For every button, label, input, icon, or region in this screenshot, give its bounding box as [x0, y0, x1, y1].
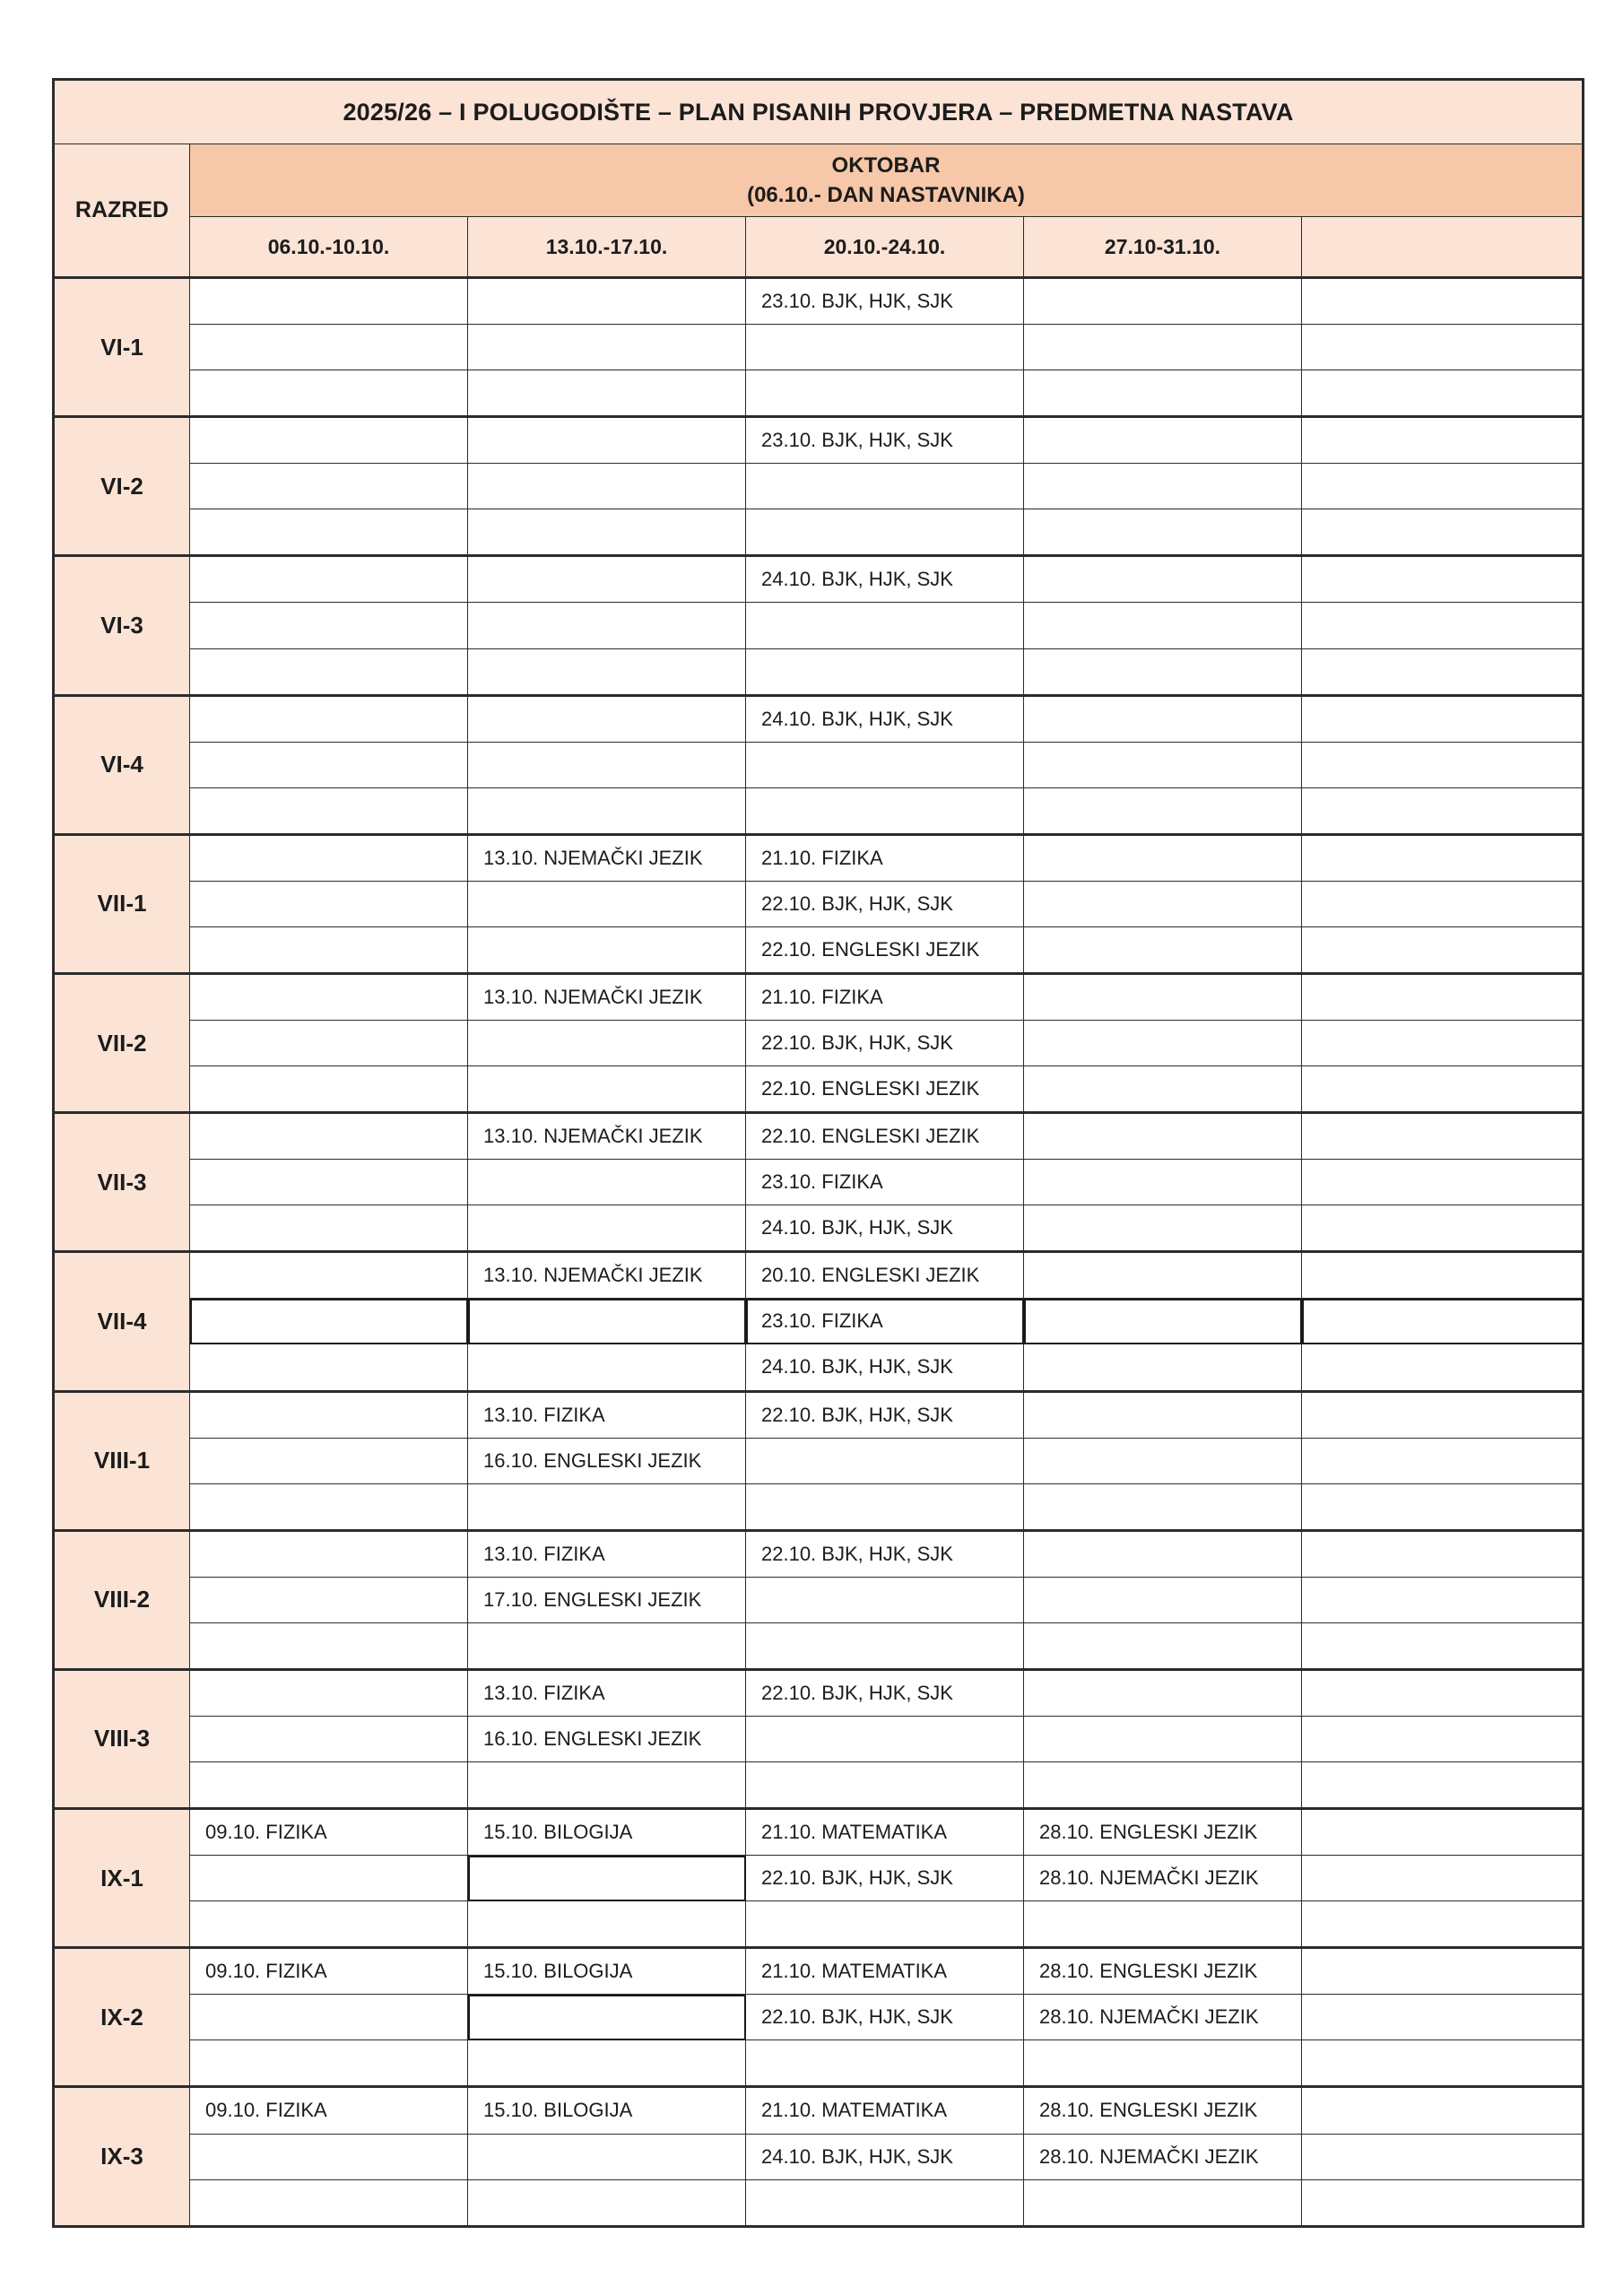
schedule-cell — [190, 1438, 468, 1483]
schedule-cell — [1024, 417, 1302, 464]
schedule-cell — [1024, 370, 1302, 417]
schedule-cell — [1302, 464, 1584, 509]
class-label: VII-4 — [54, 1252, 190, 1391]
schedule-cell — [190, 742, 468, 787]
schedule-cell — [190, 926, 468, 973]
schedule-cell: 22.10. ENGLESKI JEZIK — [746, 1113, 1024, 1160]
schedule-cell — [1302, 1995, 1584, 2040]
schedule-cell — [1302, 1299, 1584, 1344]
schedule-cell — [1024, 742, 1302, 787]
schedule-cell: 28.10. NJEMAČKI JEZIK — [1024, 1995, 1302, 2040]
schedule-cell: 24.10. BJK, HJK, SJK — [746, 2134, 1024, 2179]
schedule-cell: 09.10. FIZIKA — [190, 1948, 468, 1995]
schedule-cell — [1302, 1716, 1584, 1761]
schedule-cell — [746, 370, 1024, 417]
month-name: OKTOBAR — [831, 153, 941, 178]
table-row — [54, 1344, 1584, 1391]
schedule-cell: 22.10. BJK, HJK, SJK — [746, 1856, 1024, 1901]
table-row — [54, 834, 1584, 881]
table-row — [54, 1530, 1584, 1577]
schedule-cell — [190, 1252, 468, 1299]
schedule-cell — [190, 1530, 468, 1577]
schedule-cell — [190, 603, 468, 648]
schedule-cell — [1024, 2179, 1302, 2226]
schedule-cell — [468, 1622, 746, 1669]
table-row — [54, 2040, 1584, 2087]
schedule-cell — [190, 2040, 468, 2087]
table-row — [54, 1809, 1584, 1856]
table-row — [54, 1299, 1584, 1344]
razred-column-header: RAZRED — [54, 144, 190, 278]
schedule-cell: 13.10. FIZIKA — [468, 1530, 746, 1577]
schedule-cell — [1302, 1344, 1584, 1391]
schedule-cell — [468, 695, 746, 742]
schedule-cell — [1302, 1669, 1584, 1716]
schedule-cell — [1024, 556, 1302, 603]
schedule-cell — [1302, 834, 1584, 881]
schedule-cell: 22.10. BJK, HJK, SJK — [746, 881, 1024, 926]
schedule-cell — [190, 881, 468, 926]
class-label: VIII-3 — [54, 1669, 190, 1808]
table-row — [54, 509, 1584, 556]
schedule-cell: 22.10. ENGLESKI JEZIK — [746, 1066, 1024, 1113]
schedule-cell — [190, 278, 468, 325]
class-label: IX-2 — [54, 1948, 190, 2087]
schedule-cell — [1302, 1483, 1584, 1530]
schedule-cell: 21.10. MATEMATIKA — [746, 1948, 1024, 1995]
table-row — [54, 1252, 1584, 1299]
schedule-cell — [190, 1021, 468, 1066]
schedule-cell — [190, 648, 468, 695]
schedule-cell: 13.10. FIZIKA — [468, 1669, 746, 1716]
schedule-cell — [190, 2179, 468, 2226]
schedule-cell — [1024, 1622, 1302, 1669]
schedule-cell — [1024, 834, 1302, 881]
schedule-cell — [190, 1622, 468, 1669]
schedule-cell: 28.10. ENGLESKI JEZIK — [1024, 2087, 1302, 2134]
class-label: VII-3 — [54, 1113, 190, 1252]
class-label: VI-4 — [54, 695, 190, 834]
schedule-cell — [1302, 2040, 1584, 2087]
schedule-cell — [190, 370, 468, 417]
schedule-cell — [1024, 1066, 1302, 1113]
schedule-cell: 17.10. ENGLESKI JEZIK — [468, 1577, 746, 1622]
table-row — [54, 603, 1584, 648]
schedule-cell: 16.10. ENGLESKI JEZIK — [468, 1716, 746, 1761]
table-row — [54, 370, 1584, 417]
table-row — [54, 1483, 1584, 1530]
table-row — [54, 1391, 1584, 1438]
schedule-cell: 15.10. BILOGIJA — [468, 1948, 746, 1995]
schedule-cell — [1302, 1809, 1584, 1856]
schedule-cell — [190, 1066, 468, 1113]
week-header-5 — [1302, 217, 1584, 278]
schedule-cell — [1024, 1716, 1302, 1761]
schedule-cell — [468, 1066, 746, 1113]
table-row — [54, 787, 1584, 834]
schedule-cell — [1024, 278, 1302, 325]
schedule-cell — [1302, 1762, 1584, 1809]
schedule-cell — [468, 509, 746, 556]
schedule-cell — [190, 695, 468, 742]
schedule-cell: 21.10. MATEMATIKA — [746, 2087, 1024, 2134]
schedule-cell — [746, 603, 1024, 648]
schedule-cell — [746, 1577, 1024, 1622]
schedule-cell — [468, 1299, 746, 1344]
schedule-cell — [190, 1856, 468, 1901]
schedule-cell — [1024, 1762, 1302, 1809]
schedule-cell — [468, 2134, 746, 2179]
schedule-cell — [1024, 1577, 1302, 1622]
schedule-cell — [1302, 1205, 1584, 1252]
schedule-cell — [1024, 1438, 1302, 1483]
schedule-cell — [1302, 556, 1584, 603]
table-row — [54, 926, 1584, 973]
table-row — [54, 1716, 1584, 1761]
schedule-cell: 21.10. MATEMATIKA — [746, 1809, 1024, 1856]
schedule-cell — [190, 1577, 468, 1622]
schedule-cell — [190, 787, 468, 834]
schedule-cell: 21.10. FIZIKA — [746, 834, 1024, 881]
schedule-cell — [1302, 787, 1584, 834]
schedule-cell — [468, 2179, 746, 2226]
class-label: VI-1 — [54, 278, 190, 417]
schedule-cell — [1302, 325, 1584, 370]
schedule-cell: 22.10. BJK, HJK, SJK — [746, 1530, 1024, 1577]
schedule-cell — [468, 1344, 746, 1391]
schedule-cell: 24.10. BJK, HJK, SJK — [746, 556, 1024, 603]
table-row — [54, 1438, 1584, 1483]
schedule-cell — [1024, 881, 1302, 926]
exam-plan-table — [52, 78, 1584, 2228]
schedule-cell — [1302, 2134, 1584, 2179]
schedule-cell — [1302, 417, 1584, 464]
schedule-cell — [468, 881, 746, 926]
schedule-cell — [746, 1716, 1024, 1761]
schedule-cell — [1024, 1391, 1302, 1438]
schedule-cell — [468, 648, 746, 695]
table-row — [54, 648, 1584, 695]
schedule-cell — [190, 325, 468, 370]
schedule-cell: 16.10. ENGLESKI JEZIK — [468, 1438, 746, 1483]
schedule-cell — [1024, 926, 1302, 973]
schedule-cell — [1024, 1483, 1302, 1530]
schedule-cell — [1302, 1622, 1584, 1669]
schedule-cell: 28.10. NJEMAČKI JEZIK — [1024, 1856, 1302, 1901]
schedule-cell — [1024, 325, 1302, 370]
schedule-cell — [1024, 603, 1302, 648]
schedule-cell — [468, 278, 746, 325]
schedule-cell — [1302, 278, 1584, 325]
schedule-cell — [1302, 1901, 1584, 1948]
schedule-cell — [1302, 1856, 1584, 1901]
schedule-cell — [190, 417, 468, 464]
schedule-cell: 15.10. BILOGIJA — [468, 2087, 746, 2134]
schedule-cell: 13.10. NJEMAČKI JEZIK — [468, 1252, 746, 1299]
schedule-cell — [190, 2134, 468, 2179]
schedule-cell: 23.10. FIZIKA — [746, 1160, 1024, 1205]
class-label: VII-1 — [54, 834, 190, 973]
schedule-cell — [468, 556, 746, 603]
table-row — [54, 2179, 1584, 2226]
schedule-cell — [1302, 2087, 1584, 2134]
schedule-cell: 24.10. BJK, HJK, SJK — [746, 695, 1024, 742]
schedule-cell — [1302, 2179, 1584, 2226]
schedule-cell — [1024, 1113, 1302, 1160]
schedule-cell — [1024, 1669, 1302, 1716]
table-row — [54, 1948, 1584, 1995]
schedule-cell — [468, 1856, 746, 1901]
schedule-cell — [1024, 973, 1302, 1020]
schedule-cell — [1302, 1252, 1584, 1299]
schedule-cell: 28.10. ENGLESKI JEZIK — [1024, 1948, 1302, 1995]
schedule-cell — [1024, 1530, 1302, 1577]
schedule-cell — [1302, 695, 1584, 742]
schedule-cell — [1302, 1438, 1584, 1483]
month-header — [190, 144, 1584, 217]
schedule-cell — [468, 1901, 746, 1948]
schedule-cell — [1302, 881, 1584, 926]
schedule-cell — [1302, 1021, 1584, 1066]
table-row — [54, 1669, 1584, 1716]
schedule-cell: 20.10. ENGLESKI JEZIK — [746, 1252, 1024, 1299]
schedule-cell: 22.10. BJK, HJK, SJK — [746, 1995, 1024, 2040]
schedule-cell — [468, 1483, 746, 1530]
schedule-cell — [746, 742, 1024, 787]
schedule-cell — [190, 1901, 468, 1948]
class-label: IX-1 — [54, 1809, 190, 1948]
schedule-cell: 21.10. FIZIKA — [746, 973, 1024, 1020]
schedule-cell — [1302, 1530, 1584, 1577]
schedule-cell — [468, 325, 746, 370]
schedule-cell — [190, 834, 468, 881]
schedule-cell — [190, 509, 468, 556]
week-header-3: 20.10.-24.10. — [746, 217, 1024, 278]
schedule-cell — [468, 1021, 746, 1066]
schedule-cell — [468, 1995, 746, 2040]
schedule-cell: 24.10. BJK, HJK, SJK — [746, 1344, 1024, 1391]
table-row — [54, 1205, 1584, 1252]
schedule-cell — [468, 1762, 746, 1809]
schedule-cell: 09.10. FIZIKA — [190, 1809, 468, 1856]
schedule-cell — [468, 926, 746, 973]
schedule-cell: 22.10. BJK, HJK, SJK — [746, 1391, 1024, 1438]
schedule-cell — [190, 1483, 468, 1530]
table-row — [54, 325, 1584, 370]
table-row — [54, 1901, 1584, 1948]
schedule-cell — [1302, 1948, 1584, 1995]
schedule-cell — [468, 742, 746, 787]
schedule-cell: 23.10. BJK, HJK, SJK — [746, 417, 1024, 464]
schedule-cell — [1024, 1160, 1302, 1205]
schedule-cell — [1302, 926, 1584, 973]
schedule-cell — [746, 1762, 1024, 1809]
schedule-cell — [746, 787, 1024, 834]
schedule-cell — [468, 787, 746, 834]
class-label: IX-3 — [54, 2087, 190, 2227]
schedule-cell — [190, 1344, 468, 1391]
schedule-cell: 23.10. BJK, HJK, SJK — [746, 278, 1024, 325]
schedule-cell — [1302, 1066, 1584, 1113]
schedule-cell: 13.10. NJEMAČKI JEZIK — [468, 1113, 746, 1160]
schedule-cell — [1302, 603, 1584, 648]
schedule-cell — [190, 1669, 468, 1716]
table-row — [54, 556, 1584, 603]
schedule-cell — [190, 1160, 468, 1205]
schedule-cell — [1024, 695, 1302, 742]
table-row — [54, 2087, 1584, 2134]
table-row — [54, 417, 1584, 464]
schedule-cell — [746, 509, 1024, 556]
schedule-cell — [468, 2040, 746, 2087]
schedule-cell — [190, 1716, 468, 1761]
table-row — [54, 1113, 1584, 1160]
schedule-cell: 15.10. BILOGIJA — [468, 1809, 746, 1856]
schedule-cell — [468, 370, 746, 417]
schedule-cell — [746, 2179, 1024, 2226]
schedule-cell: 13.10. NJEMAČKI JEZIK — [468, 973, 746, 1020]
schedule-cell — [1024, 1252, 1302, 1299]
schedule-cell — [1024, 1021, 1302, 1066]
schedule-cell — [190, 1995, 468, 2040]
schedule-cell — [1302, 509, 1584, 556]
table-row — [54, 1160, 1584, 1205]
schedule-cell — [468, 417, 746, 464]
schedule-cell — [746, 2040, 1024, 2087]
schedule-cell — [1302, 1391, 1584, 1438]
schedule-cell — [1024, 1344, 1302, 1391]
schedule-cell: 22.10. BJK, HJK, SJK — [746, 1669, 1024, 1716]
schedule-cell — [1302, 742, 1584, 787]
schedule-cell: 22.10. BJK, HJK, SJK — [746, 1021, 1024, 1066]
schedule-cell — [1024, 1901, 1302, 1948]
week-header-1: 06.10.-10.10. — [190, 217, 468, 278]
month-note: (06.10.- DAN NASTAVNIKA) — [747, 183, 1025, 207]
schedule-cell — [1024, 464, 1302, 509]
schedule-cell: 13.10. NJEMAČKI JEZIK — [468, 834, 746, 881]
class-label: VI-3 — [54, 556, 190, 695]
schedule-cell — [746, 464, 1024, 509]
schedule-cell — [190, 1391, 468, 1438]
schedule-cell — [746, 1483, 1024, 1530]
week-header-4: 27.10-31.10. — [1024, 217, 1302, 278]
schedule-cell — [1302, 1113, 1584, 1160]
table-row — [54, 1577, 1584, 1622]
table-row — [54, 1856, 1584, 1901]
schedule-cell — [190, 464, 468, 509]
schedule-cell — [190, 1205, 468, 1252]
table-row — [54, 278, 1584, 325]
plan-title: 2025/26 – I POLUGODIŠTE – PLAN PISANIH PROVJERA – PREDMETNA NASTAVA — [54, 80, 1584, 144]
schedule-cell — [1024, 1205, 1302, 1252]
schedule-cell — [190, 556, 468, 603]
schedule-cell — [746, 1438, 1024, 1483]
table-row — [54, 1066, 1584, 1113]
schedule-cell — [468, 464, 746, 509]
schedule-cell — [468, 603, 746, 648]
schedule-cell: 22.10. ENGLESKI JEZIK — [746, 926, 1024, 973]
schedule-cell — [190, 1113, 468, 1160]
schedule-cell — [468, 1160, 746, 1205]
table-row — [54, 973, 1584, 1020]
week-header-2: 13.10.-17.10. — [468, 217, 746, 278]
class-label: VIII-2 — [54, 1530, 190, 1669]
schedule-cell — [1024, 1299, 1302, 1344]
table-row — [54, 1021, 1584, 1066]
schedule-cell — [746, 1901, 1024, 1948]
schedule-cell — [1302, 370, 1584, 417]
schedule-cell: 23.10. FIZIKA — [746, 1299, 1024, 1344]
table-row — [54, 695, 1584, 742]
exam-plan-sheet — [52, 78, 1582, 2228]
plan-body — [54, 278, 1584, 2227]
table-row — [54, 881, 1584, 926]
schedule-cell — [1302, 1160, 1584, 1205]
schedule-cell: 28.10. ENGLESKI JEZIK — [1024, 1809, 1302, 1856]
schedule-cell: 09.10. FIZIKA — [190, 2087, 468, 2134]
table-row — [54, 1622, 1584, 1669]
schedule-cell: 24.10. BJK, HJK, SJK — [746, 1205, 1024, 1252]
schedule-cell — [1302, 973, 1584, 1020]
class-label: VII-2 — [54, 973, 190, 1112]
schedule-cell — [190, 1762, 468, 1809]
schedule-cell — [1024, 787, 1302, 834]
table-row — [54, 464, 1584, 509]
schedule-cell — [190, 973, 468, 1020]
schedule-cell: 13.10. FIZIKA — [468, 1391, 746, 1438]
schedule-cell — [746, 648, 1024, 695]
table-row — [54, 2134, 1584, 2179]
schedule-cell — [190, 1299, 468, 1344]
schedule-cell — [1302, 1577, 1584, 1622]
schedule-cell — [1024, 2040, 1302, 2087]
schedule-cell — [746, 325, 1024, 370]
schedule-cell — [1024, 509, 1302, 556]
table-row — [54, 1995, 1584, 2040]
schedule-cell — [468, 1205, 746, 1252]
table-row — [54, 1762, 1584, 1809]
schedule-cell — [746, 1622, 1024, 1669]
schedule-cell — [1302, 648, 1584, 695]
class-label: VI-2 — [54, 417, 190, 556]
schedule-cell: 28.10. NJEMAČKI JEZIK — [1024, 2134, 1302, 2179]
table-row — [54, 742, 1584, 787]
schedule-cell — [1024, 648, 1302, 695]
class-label: VIII-1 — [54, 1391, 190, 1530]
